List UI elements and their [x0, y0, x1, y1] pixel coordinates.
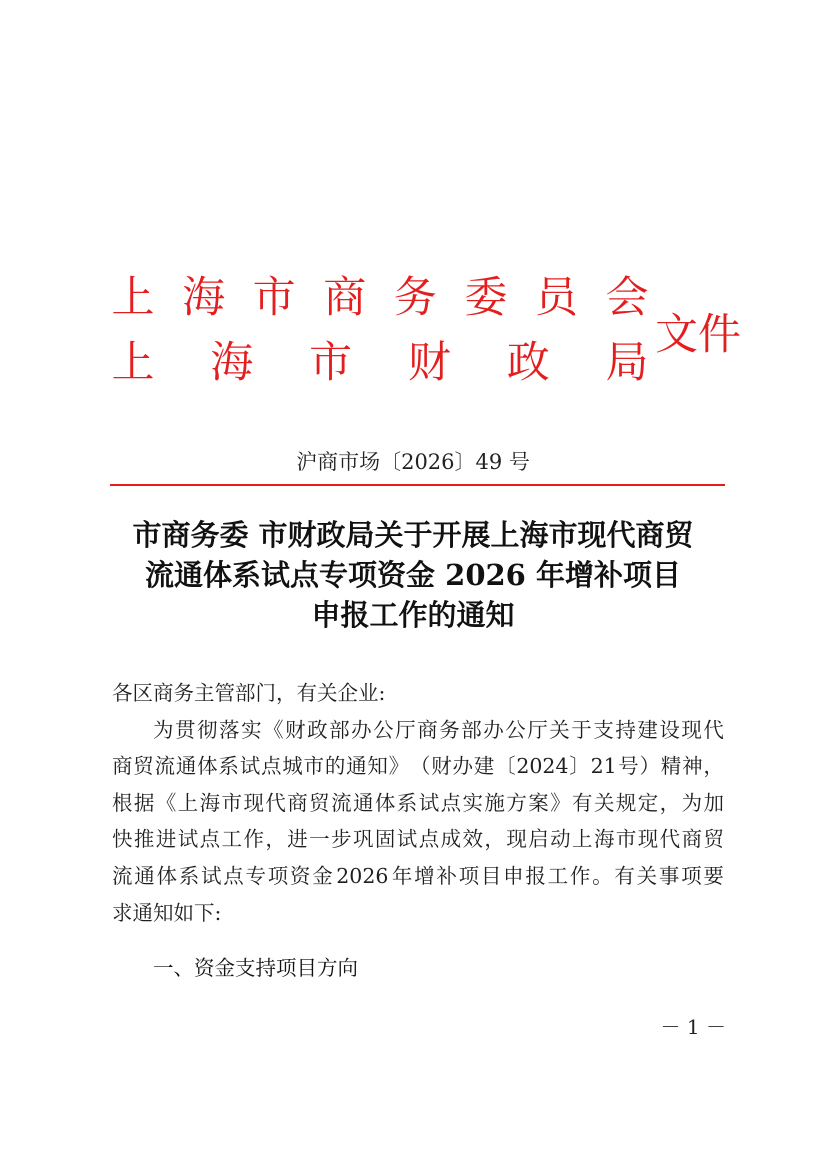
issuer-char: 会: [605, 273, 649, 323]
paragraph-line: 为 贯 彻 落 实 《 财 政 部 办 公 厅 商 务 部 办 公 厅 关 于 支 持 建 设 现 代: [153, 717, 724, 742]
title-line: 流通体系试点专项资金 2026 年增补项目: [145, 558, 681, 592]
issuer-char: 市: [309, 338, 353, 388]
paragraph-line: 商 贸 流 通 体 系 试 点 城 市 的 通 知 》 （ 财 办 建 〔 2024 〕 21 号 ） 精 神 ，: [112, 754, 724, 779]
issuer-row-commerce-commission: [110, 266, 650, 330]
issuer-char: 政: [506, 338, 550, 388]
paragraph-line: 根 据 《 上 海 市 现 代 商 贸 流 通 体 系 试 点 实 施 方 案 》 有 关 规 定 ， 为 加: [112, 790, 724, 815]
paragraph-line: 快 推 进 试 点 工 作 ， 进 一 步 巩 固 试 点 成 效 ， 现 启 动 上 海 市 现 代 商 贸: [112, 827, 724, 852]
issuer-char: 市: [252, 273, 296, 323]
document-suffix: 文件: [655, 310, 741, 360]
red-divider: [110, 484, 725, 486]
document-body: [112, 675, 724, 931]
issuer-char: 上: [111, 273, 155, 323]
issuer-char: 海: [210, 338, 254, 388]
issuer-row-finance-bureau: [110, 331, 650, 395]
title-line: 市商务委 市财政局关于开展上海市现代商贸: [132, 518, 694, 552]
title-line: 申报工作的通知: [311, 598, 515, 632]
issuer-char: 海: [182, 273, 226, 323]
page-number: － 1 －: [660, 1015, 726, 1039]
document-title: [80, 515, 746, 635]
issuer-char: 商: [323, 273, 367, 323]
issuer-char: 员: [534, 273, 578, 323]
section-heading: 一、资金支持项目方向: [153, 956, 358, 980]
salutation: 各区商务主管部门，有关企业:: [112, 681, 386, 705]
paragraph-line: 求通知如下:: [112, 900, 222, 925]
issuer-char: 委: [464, 273, 508, 323]
issuer-char: 局: [605, 338, 649, 388]
issuer-char: 财: [407, 338, 451, 388]
issuer-char: 务: [393, 273, 437, 323]
issuer-char: 上: [111, 338, 155, 388]
paragraph-line: 流 通 体 系 试 点 专 项 资 金 2026 年 增 补 项 目 申 报 工 作 。 有 关 事 项 要: [112, 863, 724, 888]
document-number: 沪商市场〔2026〕49 号: [296, 450, 530, 474]
